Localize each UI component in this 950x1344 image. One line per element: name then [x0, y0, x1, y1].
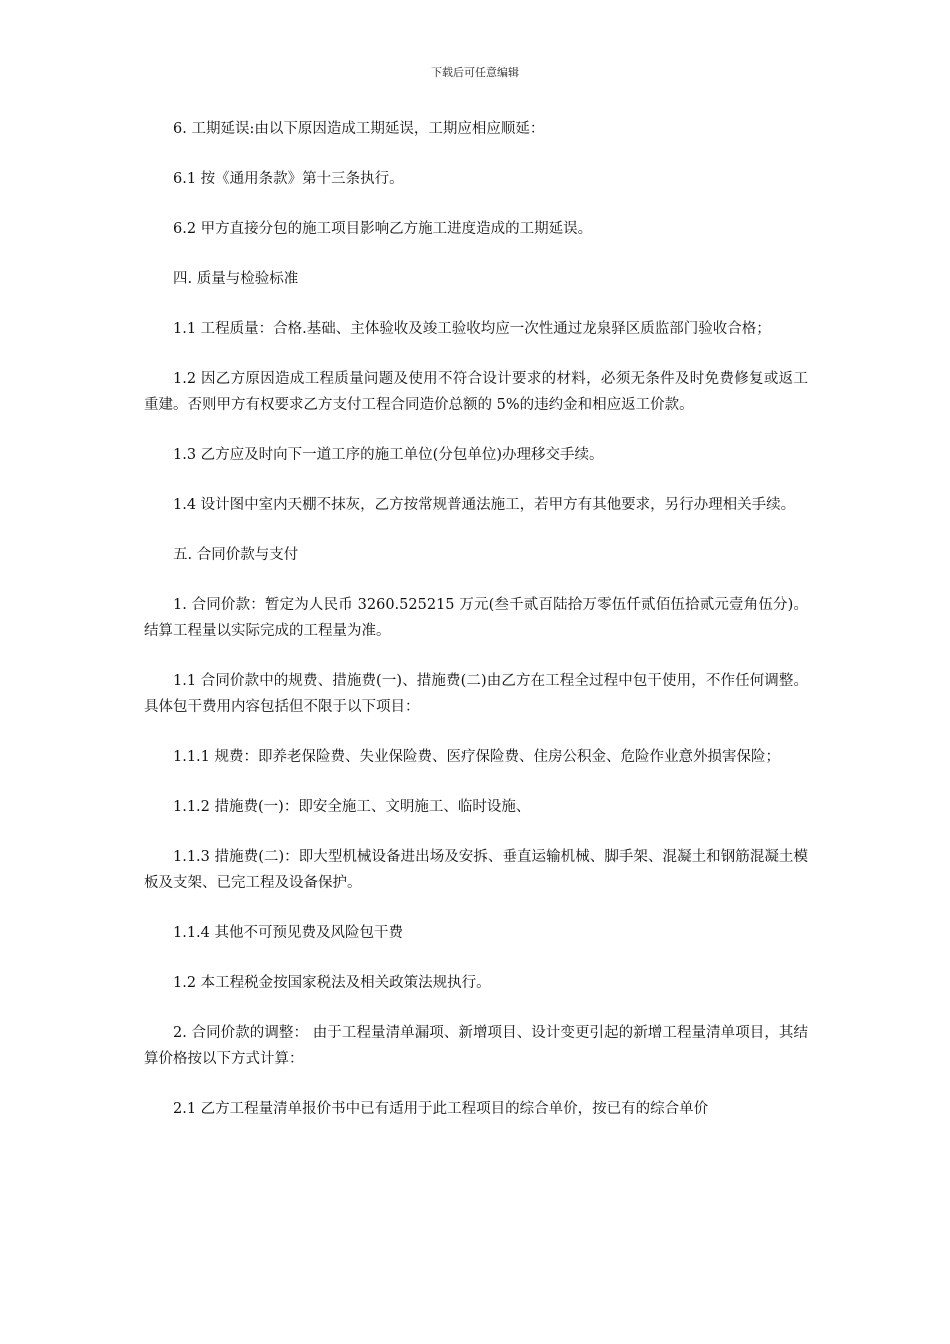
clause-6-1: 6.1 按《通用条款》第十三条执行。: [173, 171, 404, 187]
clause-4-1-2: 1.2 因乙方原因造成工程质量问题及使用不符合设计要求的材料，必须无条件及时免费修复或返工重建。否则甲方有权要求乙方支付工程合同造价总额的 5%的违约金和相应返工价款。: [144, 371, 808, 413]
clause-5-2: 2. 合同价款的调整： 由于工程量清单漏项、新增项目、设计变更引起的新增工程量清单项目，其结算价格按以下方式计算：: [144, 1025, 808, 1067]
clause-4-1-4: 1.4 设计图中室内天棚不抹灰，乙方按常规普通法施工，若甲方有其他要求，另行办理相关手续。: [173, 497, 796, 513]
clause-6-delay: 6. 工期延误:由以下原因造成工期延误，工期应相应顺延：: [173, 121, 545, 137]
clause-4-1-1: 1.1 工程质量：合格.基础、主体验收及竣工验收均应一次性通过龙泉驿区质监部门验收合格；: [173, 321, 771, 337]
clause-4-1-3: 1.3 乙方应及时向下一道工序的施工单位(分包单位)办理移交手续。: [173, 447, 604, 463]
clause-5-1-1-3: 1.1.3 措施费(二)：即大型机械设备进出场及安拆、垂直运输机械、脚手架、混凝土和钢筋混凝土模板及支架、已完工程及设备保护。: [144, 849, 808, 891]
clause-5-1-1: 1.1 合同价款中的规费、措施费(一)、措施费(二)由乙方在工程全过程中包干使用，不作任何调整。具体包干费用内容包括但不限于以下项目：: [144, 673, 808, 715]
clause-5-1: 1. 合同价款：暂定为人民币 3260.525215 万元(叁千贰百陆拾万零伍仟贰佰伍拾贰元壹角伍分)。结算工程量以实际完成的工程量为准。: [144, 597, 808, 639]
section-4-heading: 四. 质量与检验标准: [173, 271, 299, 287]
clause-6-2: 6.2 甲方直接分包的施工项目影响乙方施工进度造成的工期延误。: [173, 221, 593, 237]
clause-5-2-1: 2.1 乙方工程量清单报价书中已有适用于此工程项目的综合单价，按已有的综合单价: [173, 1101, 709, 1117]
clause-5-1-1-4: 1.1.4 其他不可预见费及风险包干费: [173, 925, 404, 941]
clause-5-1-2: 1.2 本工程税金按国家税法及相关政策法规执行。: [173, 975, 491, 991]
section-5-heading: 五. 合同价款与支付: [173, 547, 299, 563]
clause-5-1-1-1: 1.1.1 规费：即养老保险费、失业保险费、医疗保险费、住房公积金、危险作业意外损害保险；: [173, 749, 780, 765]
page-header-note: 下载后可任意编辑: [431, 66, 519, 79]
clause-5-1-1-2: 1.1.2 措施费(一)：即安全施工、文明施工、临时设施、: [173, 799, 531, 815]
document-body: [144, 116, 808, 1146]
